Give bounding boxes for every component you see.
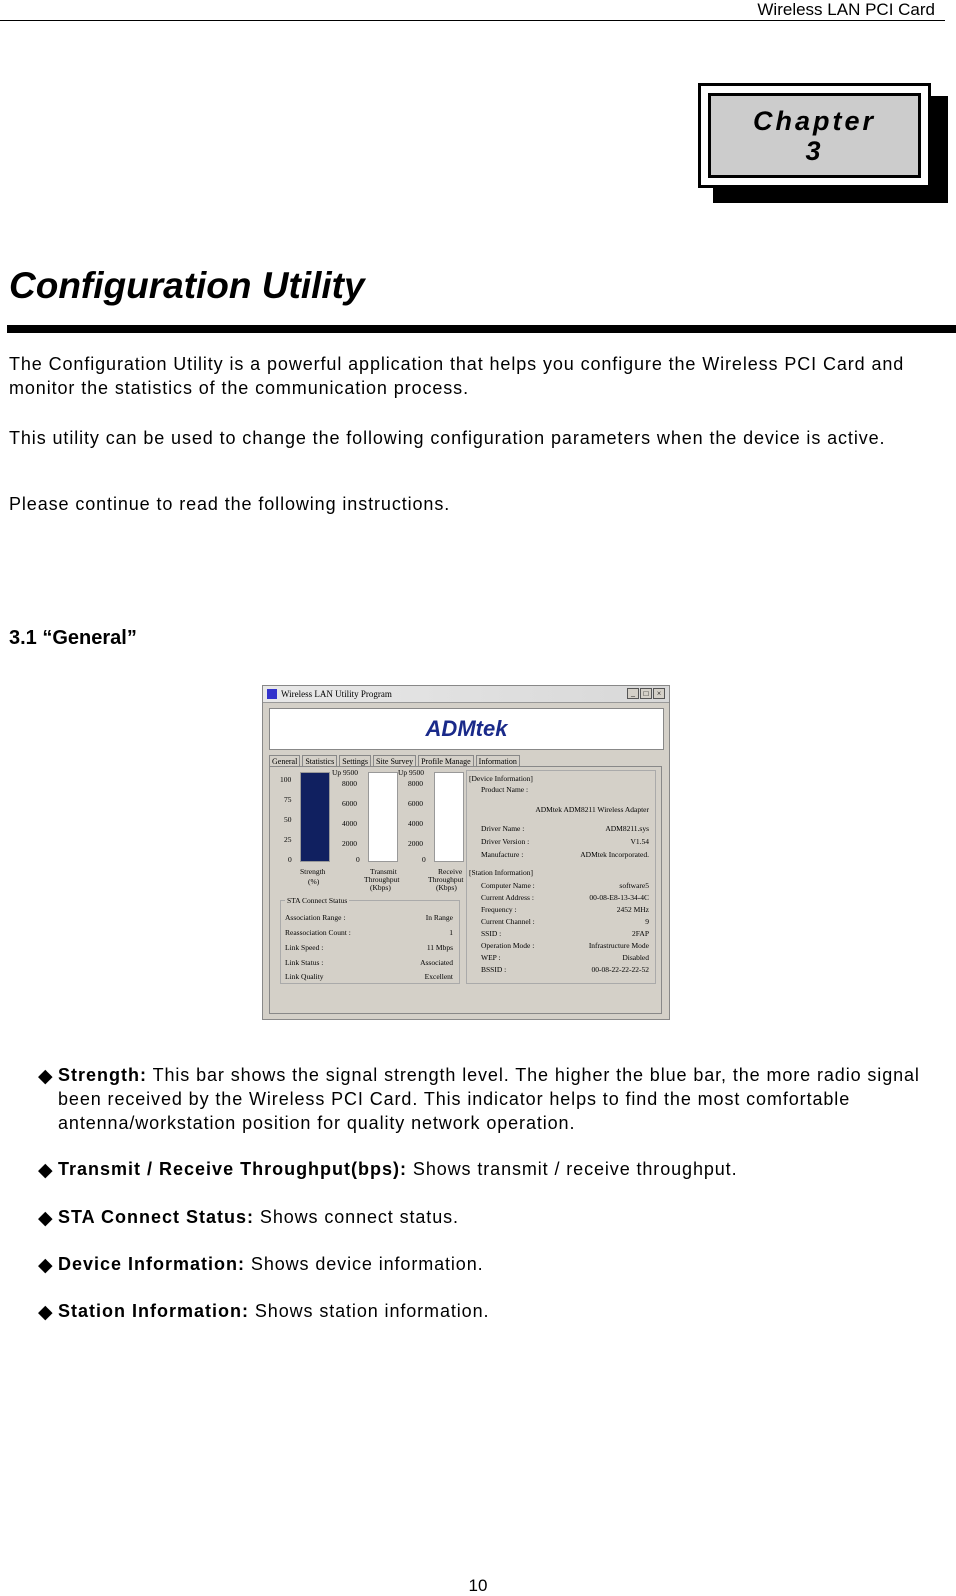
chapter-number: 3: [805, 135, 824, 166]
diamond-bullet-icon: ◆: [38, 1208, 54, 1229]
receive-top-label: Up 9500: [398, 768, 425, 777]
transmit-label: Transmit: [370, 867, 397, 876]
bullet-term: Strength:: [58, 1065, 147, 1085]
transmit-tick: 6000: [342, 799, 357, 808]
tab-profile-manage[interactable]: Profile Manage: [418, 755, 474, 767]
sta-row: Association Range : In Range: [285, 913, 453, 922]
receive-tick: 8000: [408, 779, 423, 788]
strength-tick: 0: [288, 855, 292, 864]
strength-tick: 50: [284, 815, 292, 824]
transmit-unit: (Kbps): [370, 883, 391, 892]
bullet-term: Station Information:: [58, 1301, 249, 1321]
receive-tick: 0: [422, 855, 426, 864]
diamond-bullet-icon: ◆: [38, 1160, 54, 1181]
device-info-title: [Device Information]: [469, 774, 533, 783]
transmit-tick: 4000: [342, 819, 357, 828]
general-panel: [269, 766, 662, 1014]
tab-settings[interactable]: Settings: [339, 755, 371, 767]
strength-tick: 100: [280, 775, 292, 784]
bullet-text: Shows station information.: [248, 1301, 490, 1321]
station-row: BSSID : 00-08-22-22-22-52: [481, 965, 649, 974]
tab-general[interactable]: General: [269, 755, 300, 767]
window-title: Wireless LAN Utility Program: [281, 689, 392, 699]
page-header: [0, 0, 945, 21]
bullet-term: Transmit / Receive Throughput(bps):: [58, 1159, 408, 1179]
chapter-box: [698, 83, 931, 188]
receive-tick: 2000: [408, 839, 423, 848]
close-icon[interactable]: ×: [653, 688, 665, 699]
station-row: Operation Mode : Infrastructure Mode: [481, 941, 649, 950]
header-title: Wireless LAN PCI Card: [757, 0, 935, 19]
receive-label-2: Throughput: [428, 875, 464, 884]
transmit-tick: 8000: [342, 779, 357, 788]
continue-paragraph: Please continue to read the following instructions.: [9, 494, 451, 514]
bullet-text: Shows connect status.: [254, 1207, 459, 1227]
station-row: Computer Name : software5: [481, 881, 649, 890]
station-row: WEP : Disabled: [481, 953, 649, 962]
strength-unit: (%): [308, 877, 320, 886]
chapter-word: Chapter: [752, 105, 876, 136]
receive-tick: 4000: [408, 819, 423, 828]
transmit-top-label: Up 9500: [332, 768, 359, 777]
transmit-tick: 0: [356, 855, 360, 864]
receive-unit: (Kbps): [436, 883, 457, 892]
app-icon: [267, 689, 277, 699]
tab-statistics[interactable]: Statistics: [302, 755, 337, 767]
tab-site-survey[interactable]: Site Survey: [373, 755, 416, 767]
sta-row: Link Speed : 11 Mbps: [285, 943, 453, 952]
station-row: Current Address : 00-08-E8-13-34-4C: [481, 893, 649, 902]
window-titlebar: [263, 686, 669, 703]
station-info-title: [Station Information]: [469, 868, 533, 877]
sta-row: Link Status : Associated: [285, 958, 453, 967]
bullet-term: STA Connect Status:: [58, 1207, 255, 1227]
utility-window-screenshot: [262, 685, 670, 1020]
sta-row: Reassociation Count : 1: [285, 928, 453, 937]
transmit-label-2: Throughput: [364, 875, 400, 884]
strength-bar-fill: [301, 773, 329, 861]
admtek-logo: ADMtek: [269, 708, 664, 750]
device-station-info-group: [466, 770, 656, 984]
minimize-icon[interactable]: _: [627, 688, 639, 699]
receive-label: Receive: [438, 867, 463, 876]
diamond-bullet-icon: ◆: [38, 1302, 54, 1323]
strength-tick: 25: [284, 835, 292, 844]
usage-paragraph: This utility can be used to change the following configuration parameters when the device is active.: [9, 428, 886, 448]
station-row: Frequency : 2452 MHz: [481, 905, 649, 914]
station-row: Current Channel : 9: [481, 917, 649, 926]
receive-tick: 6000: [408, 799, 423, 808]
diamond-bullet-icon: ◆: [38, 1255, 54, 1276]
device-row: Manufacture : ADMtek Incorporated.: [481, 850, 649, 859]
page-number: 10: [468, 1576, 488, 1595]
bullet-text: This bar shows the signal strength level. The higher the blue bar, the more radio signal been received by the Wireless PCI Card. This indicator helps to find the most comfortable antenna/workstation position for quality network operation.: [58, 1065, 920, 1133]
strength-bar: [300, 772, 330, 862]
page-title: Configuration Utility: [9, 265, 365, 306]
transmit-tick: 2000: [342, 839, 357, 848]
title-rule: [7, 325, 956, 333]
sta-title: STA Connect Status: [287, 896, 348, 905]
sta-row: Link Quality Excellent: [285, 972, 453, 981]
product-name-value: ADMtek ADM8211 Wireless Adapter: [535, 805, 649, 814]
bullet-term: Device Information:: [58, 1254, 246, 1274]
product-name-label: Product Name :: [481, 785, 529, 794]
diamond-bullet-icon: ◆: [38, 1066, 54, 1087]
device-row: Driver Version : V1.54: [481, 837, 649, 846]
station-row: SSID : 2FAP: [481, 929, 649, 938]
receive-bar: [434, 772, 464, 862]
maximize-icon[interactable]: □: [640, 688, 652, 699]
strength-tick: 75: [284, 795, 292, 804]
tab-information[interactable]: Information: [476, 755, 520, 767]
bullet-text: Shows transmit / receive throughput.: [407, 1159, 738, 1179]
strength-label: Strength: [300, 867, 326, 876]
device-row: Driver Name : ADM8211.sys: [481, 824, 649, 833]
sta-connect-status-group: [280, 896, 460, 984]
bullet-text: Shows device information.: [245, 1254, 484, 1274]
transmit-bar: [368, 772, 398, 862]
section-heading: 3.1 “General”: [9, 627, 137, 649]
intro-paragraph: The Configuration Utility is a powerful application that helps you configure the Wireless PCI Card and monitor the statistics of the communication process.: [9, 354, 905, 398]
